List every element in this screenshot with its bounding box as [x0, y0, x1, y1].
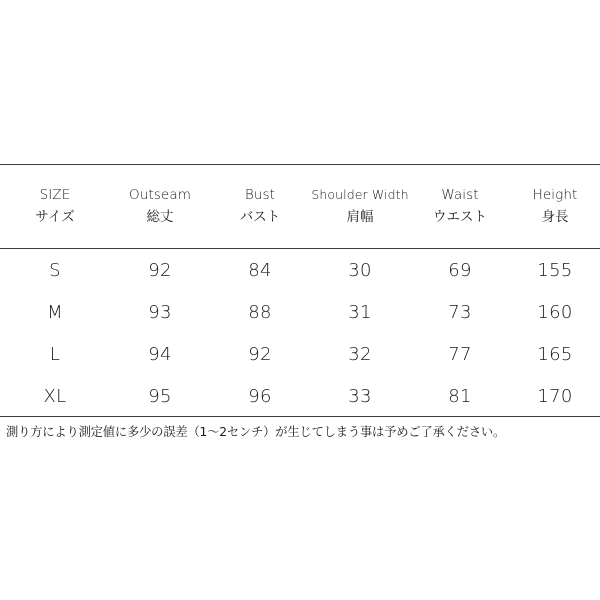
- header-outseam-en: Outseam: [129, 187, 191, 203]
- cell-waist: 73: [448, 301, 472, 323]
- header-waist: [410, 165, 510, 248]
- cell-outseam: 95: [148, 385, 172, 407]
- cell-shoulder-width: 31: [348, 301, 372, 323]
- header-height: [510, 165, 600, 248]
- cell-outseam: 93: [148, 301, 172, 323]
- cell-waist: 81: [448, 385, 472, 407]
- header-shoulder-width-ja: 肩幅: [346, 209, 374, 225]
- cell-size: M: [47, 301, 63, 323]
- cell-waist: 77: [448, 343, 472, 365]
- table-row: [0, 333, 600, 375]
- cell-bust: 92: [248, 343, 272, 365]
- cell-outseam: 92: [148, 259, 172, 281]
- header-waist-ja: ウエスト: [433, 209, 487, 225]
- header-waist-en: Waist: [441, 187, 479, 203]
- cell-size: S: [49, 259, 61, 281]
- header-shoulder-width: [310, 165, 410, 248]
- table-row: [0, 291, 600, 333]
- table-header-row: [0, 165, 600, 248]
- cell-height: 170: [537, 385, 573, 407]
- header-height-en: Height: [532, 187, 578, 203]
- cell-outseam: 94: [148, 343, 172, 365]
- cell-size: XL: [43, 385, 67, 407]
- header-size-ja: サイズ: [35, 209, 75, 225]
- cell-bust: 88: [248, 301, 272, 323]
- cell-shoulder-width: 32: [348, 343, 372, 365]
- cell-size: L: [49, 343, 61, 365]
- table-row: [0, 375, 600, 417]
- cell-height: 165: [537, 343, 573, 365]
- header-bust-en: Bust: [244, 187, 276, 203]
- header-size: [0, 165, 110, 248]
- header-bust: [210, 165, 310, 248]
- cell-shoulder-width: 33: [348, 385, 372, 407]
- cell-shoulder-width: 30: [348, 259, 372, 281]
- cell-bust: 96: [248, 385, 272, 407]
- table-row: [0, 249, 600, 291]
- header-size-en: SIZE: [39, 187, 71, 203]
- header-height-ja: 身長: [541, 209, 569, 225]
- cell-bust: 84: [248, 259, 272, 281]
- cell-waist: 69: [448, 259, 472, 281]
- header-outseam-ja: 総丈: [146, 209, 174, 225]
- size-chart-table: [0, 165, 600, 417]
- header-bust-ja: バスト: [239, 209, 281, 225]
- header-shoulder-width-en: Shoulder Width: [311, 187, 409, 202]
- measurement-note: 測り方により測定値に多少の誤差（1〜2センチ）が生じてしまう事は予めご了承ください。: [6, 425, 506, 439]
- cell-height: 155: [537, 259, 573, 281]
- cell-height: 160: [537, 301, 573, 323]
- header-outseam: [110, 165, 210, 248]
